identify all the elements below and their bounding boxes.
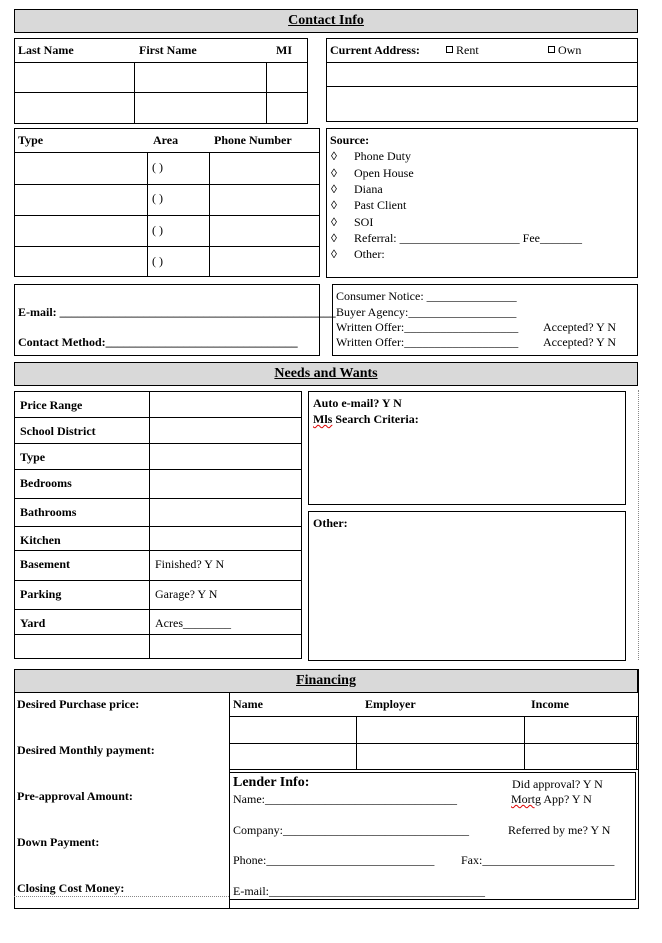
area-code-3[interactable]: ( ): [152, 223, 163, 237]
written-offer-field-1[interactable]: Written Offer:___________________: [336, 320, 519, 334]
rent-option[interactable]: Rent: [446, 43, 479, 57]
phone-number-label: Phone Number: [214, 133, 292, 147]
source-open-house[interactable]: Open House: [354, 166, 414, 180]
first-name-label: First Name: [139, 43, 197, 57]
diamond-icon: ◊: [331, 166, 337, 180]
bedrooms-label: Bedrooms: [20, 476, 72, 490]
phone-field[interactable]: Phone:____________________________: [233, 853, 435, 867]
other-label: Other:: [313, 516, 348, 530]
yard-label: Yard: [20, 616, 46, 630]
source-soi[interactable]: SOI: [354, 215, 374, 229]
diamond-icon: ◊: [331, 231, 337, 245]
source-past-client[interactable]: Past Client: [354, 198, 407, 212]
source-diana[interactable]: Diana: [354, 182, 383, 196]
email-field[interactable]: E-mail: ______________________________________________: [18, 305, 336, 319]
lender-email-field[interactable]: E-mail:____________________________________: [233, 884, 485, 898]
price-range-label: Price Range: [20, 398, 83, 412]
mortg-app[interactable]: Mortg App? Y N: [511, 792, 592, 806]
did-approval[interactable]: Did approval? Y N: [512, 777, 603, 791]
financing-title: Financing: [296, 673, 356, 688]
source-label: Source:: [330, 133, 370, 147]
source-other[interactable]: Other:: [354, 247, 385, 261]
own-option[interactable]: Own: [548, 43, 581, 57]
first-name-input[interactable]: [135, 63, 265, 91]
parking-label: Parking: [20, 587, 62, 601]
desired-monthly-payment: Desired Monthly payment:: [17, 743, 155, 757]
lender-info-label: Lender Info:: [233, 775, 310, 790]
own-checkbox[interactable]: [548, 46, 555, 53]
yard-acres[interactable]: Acres________: [155, 616, 231, 630]
buyer-agency-field[interactable]: Buyer Agency:__________________: [336, 305, 517, 319]
area-label: Area: [153, 133, 179, 147]
type-label: Type: [20, 450, 46, 464]
current-address-label: Current Address:: [330, 43, 420, 57]
accepted-1[interactable]: Accepted? Y N: [543, 320, 617, 334]
contact-info-title: Contact Info: [288, 13, 364, 28]
income-header: Income: [531, 697, 569, 711]
desired-purchase-price: Desired Purchase price:: [17, 697, 140, 711]
source-phone-duty[interactable]: Phone Duty: [354, 149, 411, 163]
referred-by-me[interactable]: Referred by me? Y N: [508, 823, 611, 837]
needs-wants-title: Needs and Wants: [274, 366, 378, 381]
area-code-1[interactable]: ( ): [152, 160, 163, 174]
diamond-icon: ◊: [331, 198, 337, 212]
mls-search-criteria: Mls Search Criteria:: [313, 412, 419, 426]
written-offer-field-2[interactable]: Written Offer:___________________: [336, 335, 519, 349]
kitchen-label: Kitchen: [20, 533, 61, 547]
type-label: Type: [18, 133, 44, 147]
area-code-2[interactable]: ( ): [152, 191, 163, 205]
diamond-icon: ◊: [331, 215, 337, 229]
contact-method-field[interactable]: Contact Method:________________________________: [18, 335, 298, 349]
diamond-icon: ◊: [331, 149, 337, 163]
pre-approval-amount: Pre-approval Amount:: [17, 789, 133, 803]
rent-checkbox[interactable]: [446, 46, 453, 53]
phone-table: [14, 128, 320, 277]
last-name-label: Last Name: [18, 43, 74, 57]
parking-garage[interactable]: Garage? Y N: [155, 587, 218, 601]
company-field[interactable]: Company:_______________________________: [233, 823, 469, 837]
basement-label: Basement: [20, 557, 70, 571]
needs-wants-header: [14, 362, 638, 386]
consumer-notice-field[interactable]: Consumer Notice: _______________: [336, 289, 517, 303]
employer-header: Employer: [365, 697, 416, 711]
school-district-label: School District: [20, 424, 96, 438]
other-box: [308, 511, 626, 661]
lender-name-field[interactable]: Name:________________________________: [233, 792, 457, 806]
mi-label: MI: [276, 43, 292, 57]
bathrooms-label: Bathrooms: [20, 505, 77, 519]
diamond-icon: ◊: [331, 247, 337, 261]
contact-info-header: [14, 9, 638, 33]
mi-input[interactable]: [267, 63, 307, 91]
diamond-icon: ◊: [331, 182, 337, 196]
down-payment: Down Payment:: [17, 835, 100, 849]
last-name-input[interactable]: [15, 63, 133, 91]
financing-header: [14, 669, 638, 693]
fax-field[interactable]: Fax:______________________: [461, 853, 615, 867]
basement-finished[interactable]: Finished? Y N: [155, 557, 225, 571]
area-code-4[interactable]: ( ): [152, 254, 163, 268]
closing-cost-money: Closing Cost Money:: [17, 881, 125, 895]
name-header: Name: [233, 697, 263, 711]
auto-email[interactable]: Auto e-mail? Y N: [313, 396, 402, 410]
source-referral[interactable]: Referral: ____________________ Fee_______: [354, 231, 582, 245]
accepted-2[interactable]: Accepted? Y N: [543, 335, 617, 349]
